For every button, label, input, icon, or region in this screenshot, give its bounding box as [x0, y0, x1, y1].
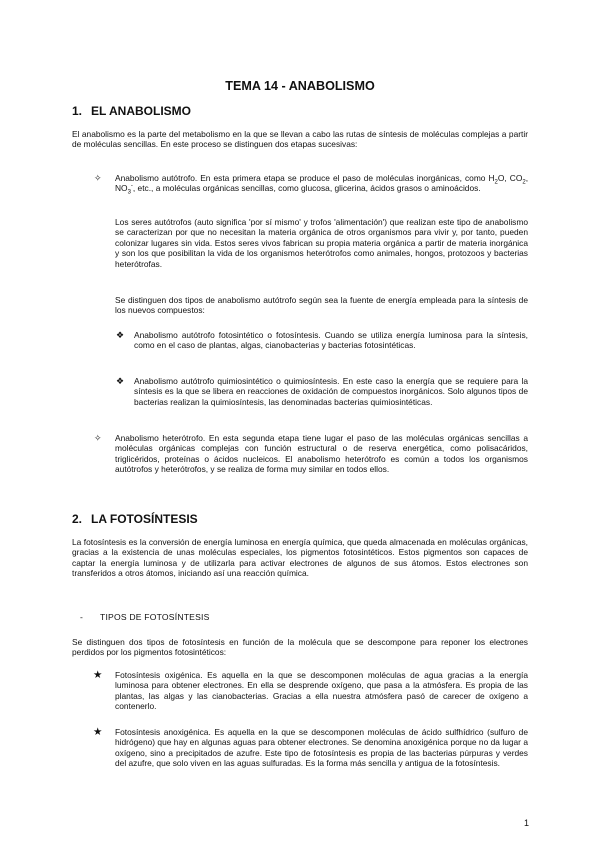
page-number: 1 — [524, 818, 530, 828]
bullet-text-part: Anabolismo autótrofo. En esta primera etapa se produce el paso de moléculas inorgánicas, como H — [115, 173, 495, 183]
bullet-anabolismo-autotrofo — [115, 173, 529, 197]
bullet-text-part: , NO — [115, 173, 529, 194]
section-1-title: EL ANABOLISMO — [91, 104, 192, 118]
bullet-text-part: , etc., a moléculas orgánicas sencillas, como glucosa, glicerina, ácidos grasos o aminoácidos. — [132, 183, 481, 194]
subscript: 2 — [494, 179, 498, 186]
superscript: - — [130, 183, 133, 190]
section-1-intro: El anabolismo es la parte del metabolismo en la que se llevan a cabo las rutas de síntesis de moléculas complejas a partir de moléculas sencillas. En este proceso se distinguen dos etapas sucesivas: — [72, 129, 528, 150]
bullet-fotosintesis-anoxigenica: Fotosíntesis anoxigénica. Es aquella en la que se descomponen moléculas de ácido sulfhídrico (sulfuro de hidrógeno) que hay en algunas aguas para obtener electrones. Se denomina anoxigénica porque no da lugar a oxígeno, sino a precipitados de azufre. Este tipo de fotosíntesis es propia de las bacterias púrpuras y verdes del azufre, que solo viven en las aguas sulfuradas. Es la forma más sencilla y antigua de la fotosíntesis. — [115, 727, 528, 769]
subsection-title: TIPOS DE FOTOSÍNTESIS — [100, 612, 210, 622]
section-2-number: 2. — [72, 512, 83, 526]
page-title: TEMA 14 - ANABOLISMO — [225, 79, 375, 93]
black-star-icon: ★ — [93, 726, 103, 738]
section-2-intro: La fotosíntesis es la conversión de energía luminosa en energía química, que queda almacenada en moléculas orgánicas, gracias a la existencia de unas moléculas especiales, los pigmentos fotosintéticos. Estos pigmentos son capaces de captar la energía luminosa y de utilizarla para activar electrones de algunos de sus átomos. Estos electrones son transferidos a otros átomos, iniciando así una reacción química. — [72, 537, 528, 579]
subsection-heading — [80, 612, 210, 622]
autotrofo-types-paragraph: Se distinguen dos tipos de anabolismo autótrofo según sea la fuente de energía empleada para la síntesis de los nuevos compuestos: — [115, 295, 528, 316]
fotosintesis-types-paragraph: Se distinguen dos tipos de fotosíntesis en función de la molécula que se descompone para reponer los electrones perdidos por los pigmentos fotosintéticos: — [72, 637, 528, 658]
section-2-title: LA FOTOSÍNTESIS — [91, 512, 198, 526]
section-1-number: 1. — [72, 104, 83, 118]
subscript: 3 — [127, 190, 131, 197]
bullet-anabolismo-heterotrofo: Anabolismo heterótrofo. En esta segunda etapa tiene lugar el paso de las moléculas orgánicas sencillas a moléculas orgánicas complejas con función estructural o de reserva energética, como polisacáridos, triglicéridos, proteínas o ácidos nucleicos. El anabolismo heterótrofo es común a todos los organismos autótrofos y heterótrofos, y se realiza de forma muy similar en todos ellos. — [115, 433, 528, 475]
section-1-heading — [72, 104, 191, 119]
diamond-outline-icon: ✧ — [94, 433, 102, 443]
section-2-heading — [72, 512, 198, 527]
bullet-quimiosintesis: Anabolismo autótrofo quimiosintético o quimiosíntesis. En este caso la energía que se requiere para la síntesis es la que se libera en reacciones de oxidación de compuestos inorgánicos. Solo algunos tipos de bacterias realizan la quimiosíntesis, las denominadas bacterias quimiosintéticas. — [134, 376, 528, 407]
four-diamond-icon: ❖ — [116, 330, 125, 340]
black-star-icon: ★ — [93, 669, 103, 681]
diamond-outline-icon: ✧ — [94, 173, 102, 183]
subscript: 2 — [522, 179, 526, 186]
bullet-text-part: O, CO — [497, 173, 523, 183]
subsection-dash: - — [80, 612, 84, 622]
bullet-fotosintesis-oxigenica: Fotosíntesis oxigénica. Es aquella en la que se descomponen moléculas de agua gracias a la energía luminosa para obtener electrones. En ella se desprende oxígeno, que pasa a la atmósfera. Es propia de las plantas, las algas y las cianobacterias. Gracias a ella nuestra atmósfera pasó de carecer de oxígeno a contenerlo. — [115, 670, 528, 712]
bullet-fotosintesis: Anabolismo autótrofo fotosintético o fotosíntesis. Cuando se utiliza energía luminosa para la síntesis, como en el caso de plantas, algas, cianobacterias y bacterias fotosintéticas. — [134, 330, 528, 351]
autotrofos-paragraph: Los seres autótrofos (auto significa 'por sí mismo' y trofos 'alimentación') que realizan este tipo de anabolismo se caracterizan por que no necesitan la materia orgánica de otros organismos para vivir y, por tanto, pueden colonizar lugares sin vida. Estos seres vivos fabrican su propia materia orgánica a partir de materia inorgánica y son los que posibilitan la vida de los organismos heterótrofos como animales, hongos, protozoos y bacterias heterótrofas. — [115, 217, 528, 269]
four-diamond-icon: ❖ — [116, 376, 125, 386]
